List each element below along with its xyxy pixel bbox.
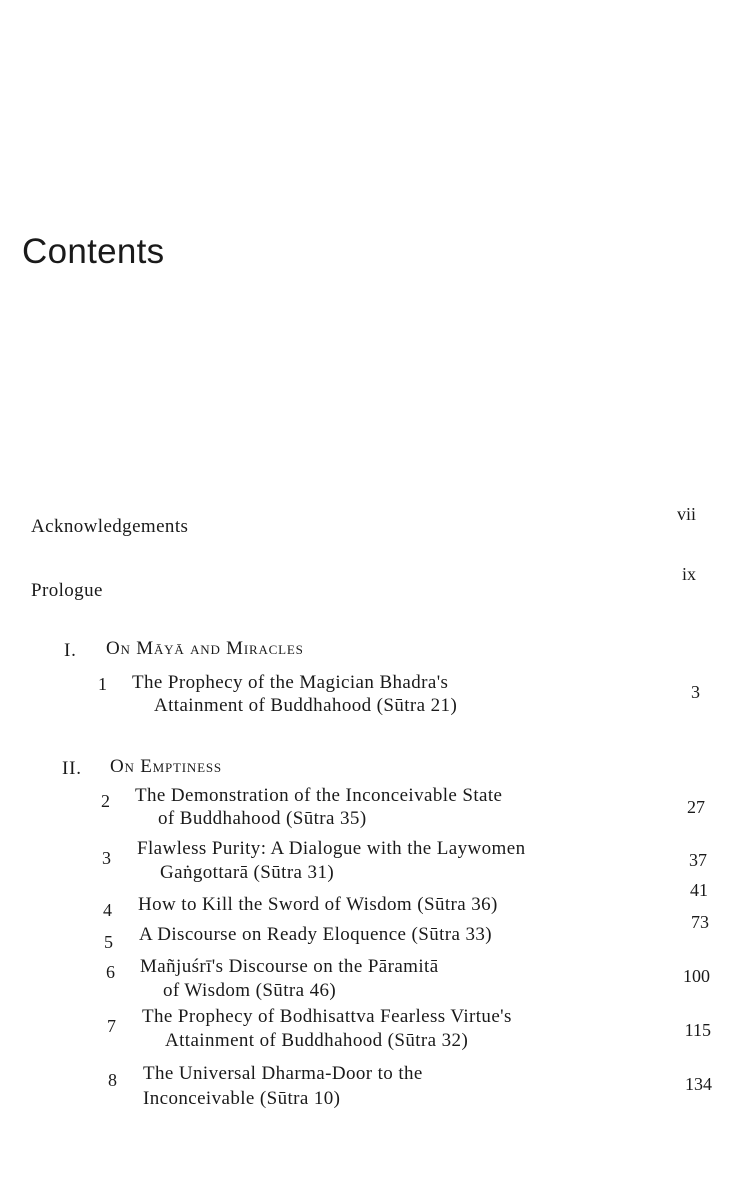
chapter-6-title-line1[interactable]: Mañjuśrī's Discourse on the Pāramitā [140, 956, 439, 977]
part-i-title: On Māyā and Miracles [106, 638, 304, 659]
chapter-1-page: 3 [691, 682, 700, 702]
chapter-2-title-line1[interactable]: The Demonstration of the Inconceivable State [135, 785, 503, 806]
chapter-1-title-line1[interactable]: The Prophecy of the Magician Bhadra's [132, 672, 449, 693]
chapter-3-page: 37 [689, 850, 707, 870]
part-ii-title: On Emptiness [110, 756, 222, 777]
chapter-7-number: 7 [107, 1016, 116, 1036]
chapter-4-number: 4 [103, 900, 112, 920]
chapter-4-title[interactable]: How to Kill the Sword of Wisdom (Sūtra 36) [138, 894, 498, 915]
part-ii-numeral: II. [62, 758, 82, 779]
chapter-8-page: 134 [685, 1074, 712, 1094]
chapter-8-number: 8 [108, 1070, 117, 1090]
chapter-6-page: 100 [683, 966, 710, 986]
chapter-2-title-line2[interactable]: of Buddhahood (Sūtra 35) [158, 808, 367, 829]
toc-prologue-label[interactable]: Prologue [31, 580, 103, 601]
toc-acknowledgements-label[interactable]: Acknowledgements [31, 516, 189, 537]
toc-prologue-page: ix [681, 564, 696, 584]
chapter-6-number: 6 [106, 962, 115, 982]
chapter-1-title-line2[interactable]: Attainment of Buddhahood (Sūtra 21) [154, 695, 458, 716]
chapter-3-title-line2[interactable]: Gaṅgottarā (Sūtra 31) [160, 862, 335, 883]
page-title: Contents [22, 232, 165, 271]
chapter-5-number: 5 [104, 932, 113, 952]
chapter-7-title-line2[interactable]: Attainment of Buddhahood (Sūtra 32) [165, 1030, 469, 1051]
chapter-8-title-line1[interactable]: The Universal Dharma-Door to the [143, 1063, 423, 1084]
chapter-4-page: 41 [690, 880, 708, 900]
chapter-7-page: 115 [684, 1020, 711, 1040]
chapter-7-title-line1[interactable]: The Prophecy of Bodhisattva Fearless Virtue's [142, 1006, 512, 1027]
chapter-3-title-line1[interactable]: Flawless Purity: A Dialogue with the Laywomen [137, 838, 526, 859]
toc-acknowledgements-page: vii [676, 504, 696, 524]
chapter-1-number: 1 [98, 674, 107, 694]
chapter-6-title-line2[interactable]: of Wisdom (Sūtra 46) [163, 980, 337, 1001]
part-i-numeral: I. [64, 640, 77, 661]
chapter-8-title-line2[interactable]: Inconceivable (Sūtra 10) [143, 1088, 341, 1109]
chapter-2-page: 27 [687, 797, 705, 817]
chapter-2-number: 2 [101, 791, 110, 811]
chapter-5-page: 73 [691, 912, 709, 932]
chapter-5-title[interactable]: A Discourse on Ready Eloquence (Sūtra 33) [139, 924, 493, 945]
chapter-3-number: 3 [102, 848, 111, 868]
